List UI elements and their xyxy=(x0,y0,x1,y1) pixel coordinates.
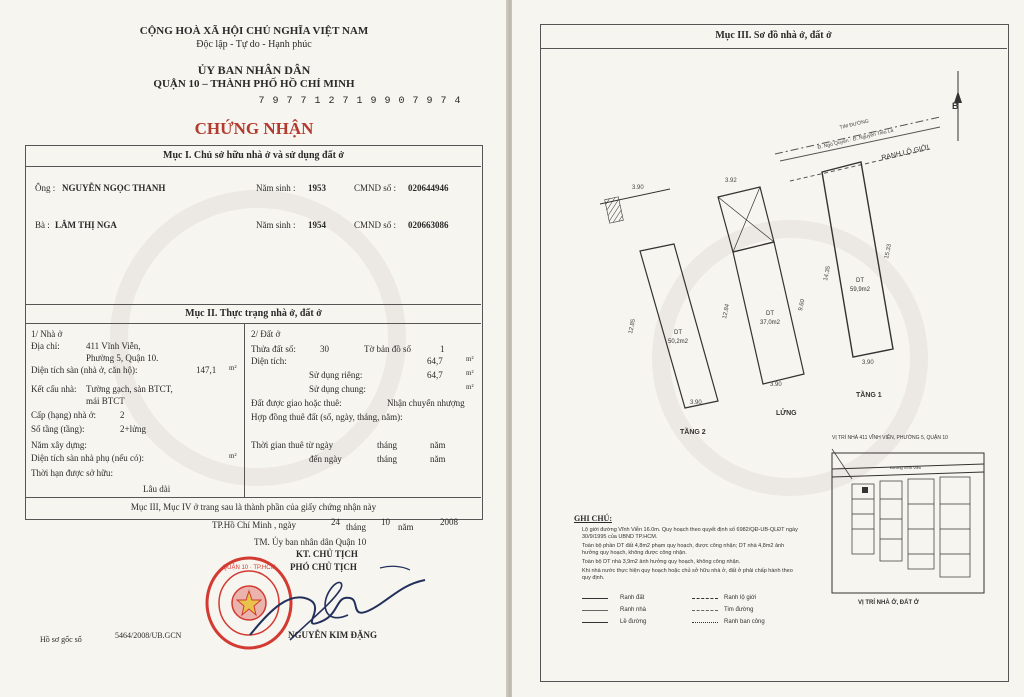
motto: Độc lập - Tự do - Hạnh phúc xyxy=(196,39,312,50)
divider xyxy=(26,304,481,305)
owner2-name: LÂM THỊ NGA xyxy=(55,220,117,230)
map-sheet-label: Tờ bản đồ số xyxy=(364,344,412,354)
floor1-dim: 3.90 xyxy=(862,360,874,366)
ownership-term-value: Lâu dài xyxy=(143,484,171,494)
svg-text:QUẬN 10 · TP.HCM: QUẬN 10 · TP.HCM xyxy=(222,565,276,571)
shared-use-unit: m² xyxy=(466,383,474,391)
owner2-birth-label: Năm sinh : xyxy=(256,220,296,230)
notes-list xyxy=(582,527,802,584)
floor1-label: TẦNG 1 xyxy=(856,392,882,399)
note-item: Toàn bộ phần DT đất 4,8m2 phạm quy hoạch, được công nhận; DT nhà 4,8m2 ảnh hưởng quy hoạch, không được công nhận. xyxy=(582,543,785,556)
parcel-value: 30 xyxy=(320,344,329,354)
legend-swatch-dashdot xyxy=(692,610,718,611)
owner2-id: 020663086 xyxy=(408,220,449,230)
private-use-unit: m² xyxy=(466,369,474,377)
section2-footnote: Mục III, Mục IV ở trang sau là thành phần của giấy chứng nhận này xyxy=(130,502,377,512)
certificate-right-page xyxy=(512,0,1024,697)
divider xyxy=(26,497,481,498)
floor-area-label: Diện tích sàn (nhà ở, căn hộ): xyxy=(31,365,138,375)
issue-place: TP.Hồ Chí Minh , ngày xyxy=(212,520,297,530)
issue-year-label: năm xyxy=(398,522,414,532)
floor1-area-value: 59,9m2 xyxy=(849,287,871,293)
map-sheet-value: 1 xyxy=(440,344,445,354)
issue-month-label: tháng xyxy=(346,522,366,532)
structure-line1: Tường gạch, sàn BTCT, xyxy=(86,384,173,394)
street-map-label: Đường Vĩnh Viễn xyxy=(890,465,922,470)
allocation-label: Đất được giao hoặc thuê: xyxy=(251,398,342,408)
committee-heading: ỦY BAN NHÂN DÂN xyxy=(197,63,311,77)
issue-day: 24 xyxy=(331,517,340,527)
mezz-dim: 3.90 xyxy=(770,382,782,388)
floors-value: 2+lửng xyxy=(120,424,146,434)
mezz-dim: 12.84 xyxy=(722,303,732,320)
divider xyxy=(26,323,481,324)
note-item: Toàn bộ DT nhà 3,9m2 ảnh hưởng quy hoạch, không công nhận. xyxy=(582,559,741,565)
owner1-birth-label: Năm sinh : xyxy=(256,183,296,193)
land-area-value: 64,7 xyxy=(427,356,443,366)
floor1-dim: 15.33 xyxy=(884,243,894,260)
on-behalf-line: TM. Ủy ban nhân dân Quận 10 xyxy=(254,537,367,547)
owner1-id-label: CMND số : xyxy=(354,183,397,193)
section1-title: Mục I. Chủ sở hữu nhà ở và sử dụng đất ở xyxy=(163,150,344,161)
floor1-dim: 14.35 xyxy=(823,265,833,282)
legend-swatch-solid xyxy=(582,622,608,623)
mezz-dim: 9.60 xyxy=(798,298,807,312)
divider xyxy=(26,166,481,167)
floor2-area-label: DT xyxy=(674,330,682,336)
column-divider xyxy=(244,323,245,497)
address-line1: 411 Vĩnh Viễn, xyxy=(86,341,141,351)
lease-contract-label: Hợp đồng thuê đất (số, ngày, tháng, năm): xyxy=(251,412,403,422)
floor-area-value: 147,1 xyxy=(196,365,217,375)
floor2-dim: 3.90 xyxy=(690,400,702,406)
address-label: Địa chỉ: xyxy=(31,341,60,351)
land-heading: 2/ Đất ở xyxy=(251,329,281,339)
legend-swatch-dashed xyxy=(692,598,718,599)
private-use-label: Sử dụng riêng: xyxy=(309,370,363,380)
floor1-area-label: DT xyxy=(856,278,864,284)
file-number: 5464/2008/UB.GCN xyxy=(115,631,182,640)
grade-value: 2 xyxy=(120,410,125,420)
aux-area-label: Diện tích sàn nhà phụ (nếu có): xyxy=(31,453,144,463)
year-built-label: Năm xây dựng: xyxy=(31,440,87,450)
house-heading: 1/ Nhà ở xyxy=(31,329,63,339)
floor2-label: TẦNG 2 xyxy=(680,429,706,436)
owner2-birth-year: 1954 xyxy=(308,220,326,230)
mezz-dim: 3.92 xyxy=(725,178,737,184)
legend-swatch-thin xyxy=(582,610,608,611)
owner2-prefix: Bà : xyxy=(35,220,50,230)
floor2-dim: 3.90 xyxy=(632,185,644,191)
ownership-term-label: Thời hạn được sở hữu: xyxy=(31,468,114,478)
note-item: Lộ giới đường Vĩnh Viễn 16.0m. Quy hoạch theo quyết định số 6982/QĐ-UB-QLĐT ngày 30/9/1995 của UBND TP.HCM. xyxy=(582,527,798,540)
legend-label: Ranh nhà xyxy=(620,607,647,613)
land-area-unit: m² xyxy=(466,355,474,363)
certificate-left-page xyxy=(0,0,508,697)
land-area-label: Diện tích: xyxy=(251,356,287,366)
lease-to-label: đến ngày xyxy=(309,454,342,464)
deputy-line: KT. CHỦ TỊCH xyxy=(296,549,358,559)
signer-name: NGUYỄN KIM ĐẶNG xyxy=(288,630,377,640)
section3-title: Mục III. Sơ đồ nhà ở, đất ở xyxy=(715,30,832,41)
lease-to-month-label: tháng xyxy=(377,454,397,464)
legend-label: Lề đường xyxy=(620,619,647,625)
country-heading: CỘNG HOÀ XÃ HỘI CHỦ NGHĨA VIỆT NAM xyxy=(139,25,369,37)
north-arrow-label: B xyxy=(952,101,959,111)
floor2-area-value: 50,2m2 xyxy=(667,339,689,345)
aux-area-unit: m² xyxy=(229,452,237,460)
address-line2: Phường 5, Quận 10. xyxy=(86,353,159,363)
grade-label: Cấp (hạng) nhà ở: xyxy=(31,410,96,420)
shared-use-label: Sử dụng chung: xyxy=(309,384,366,394)
mezz-area-value: 37,0m2 xyxy=(759,320,781,326)
issue-year: 2008 xyxy=(440,517,458,527)
structure-label: Kết cấu nhà: xyxy=(31,384,77,394)
floor2-dim: 12.85 xyxy=(628,318,638,335)
owner2-id-label: CMND số : xyxy=(354,220,397,230)
note-item: Khi nhà nước thực hiện quy hoạch hoặc chủ sở hữu nhà ở, đất ở phải chấp hành theo quy định. xyxy=(582,568,793,581)
section2-title: Mục II. Thực trạng nhà ở, đất ở xyxy=(185,308,322,319)
structure-line2: mái BTCT xyxy=(86,396,125,406)
owner1-birth-year: 1953 xyxy=(308,183,326,193)
location-title: VỊ TRÍ NHÀ 411 VĨNH VIỄN, PHƯỜNG 5, QUẬN 10 xyxy=(832,435,948,441)
owner1-id: 020644946 xyxy=(408,183,449,193)
owner1-prefix: Ông : xyxy=(35,183,56,193)
signer-role: PHÓ CHỦ TỊCH xyxy=(290,562,357,572)
legend-label: Ranh đất xyxy=(620,595,645,601)
legend-swatch-dotted xyxy=(692,622,718,623)
floors-label: Số tầng (tầng): xyxy=(31,424,85,434)
street-names: Đ. Ngô Quyền · Đ. Nguyễn Tiểu La xyxy=(817,127,895,151)
notes-title: GHI CHÚ: xyxy=(574,514,612,523)
lease-from-month-label: tháng xyxy=(377,440,397,450)
owner1-name: NGUYỄN NGỌC THANH xyxy=(62,183,166,193)
lease-from-label: Thời gian thuê từ ngày xyxy=(251,440,334,450)
location-caption: VỊ TRÍ NHÀ Ở, ĐẤT Ở xyxy=(858,600,919,606)
legend-label: Ranh ban công xyxy=(724,619,765,625)
mezz-area-label: DT xyxy=(766,311,774,317)
mezz-label: LỬNG xyxy=(776,410,797,417)
allocation-value: Nhận chuyển nhượng xyxy=(387,398,465,408)
issue-month: 10 xyxy=(381,517,390,527)
street-center-label: TIM ĐƯỜNG xyxy=(839,118,870,131)
lease-to-year-label: năm xyxy=(430,454,446,464)
floor-area-unit: m² xyxy=(229,364,237,372)
legend-label: Ranh lộ giới xyxy=(724,595,757,601)
certificate-title: CHỨNG NHẬN xyxy=(194,119,314,138)
private-use-value: 64,7 xyxy=(427,370,443,380)
legend-label: Tim đường xyxy=(724,607,754,613)
floor-plan-drawing xyxy=(540,49,1007,679)
legend-swatch-solid xyxy=(582,598,608,599)
serial-number: 7 9 7 7 1 2 7 1 9 9 0 7 9 7 4 xyxy=(258,96,462,107)
lease-from-year-label: năm xyxy=(430,440,446,450)
boundary-label: RANH LỘ GIỚI xyxy=(880,144,930,162)
parcel-label: Thửa đất số: xyxy=(251,344,296,354)
file-number-label: Hồ sơ gốc số xyxy=(40,635,82,644)
district-heading: QUẬN 10 – THÀNH PHỐ HỒ CHÍ MINH xyxy=(153,78,355,90)
